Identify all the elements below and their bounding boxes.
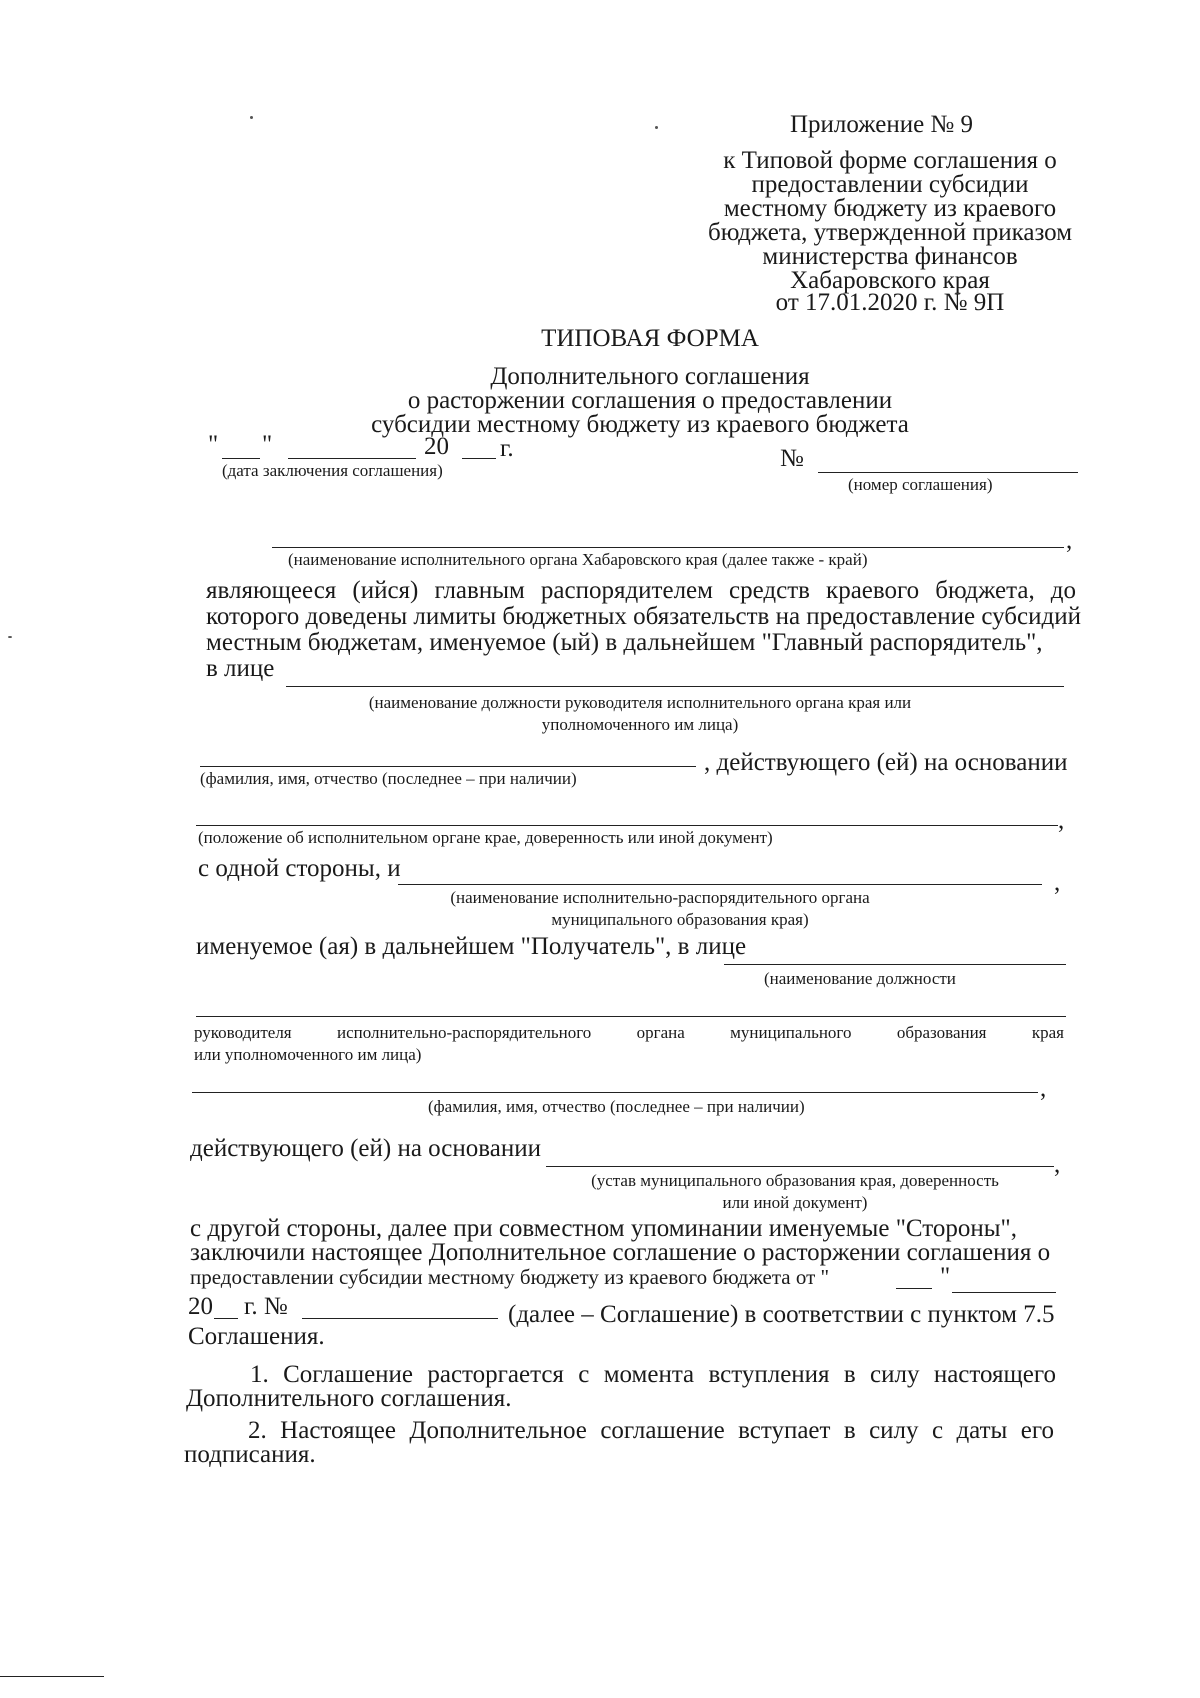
para2-year-suffix: г. № — [244, 1293, 288, 1320]
one-side-label: с одной стороны, и — [198, 855, 401, 882]
form-subtitle: о расторжении соглашения о предоставлении — [407, 387, 893, 414]
number-sign: № — [780, 445, 804, 472]
appendix-line: от 17.01.2020 г. № 9П — [775, 289, 1005, 316]
scan-speck — [8, 636, 12, 638]
form-title: ТИПОВАЯ ФОРМА — [541, 325, 759, 352]
appendix-line: Хабаровского края — [790, 267, 990, 294]
item-2-line: 2. Настоящее Дополнительное соглашение вступает в силу с даты его — [248, 1417, 1054, 1444]
position-caption2-start: (наименование должности — [764, 969, 956, 988]
year-blank — [462, 458, 496, 459]
fio2-caption: (фамилия, имя, отчество (последнее – при наличии) — [428, 1097, 805, 1116]
fio2-blank — [192, 1092, 1038, 1093]
charter-caption: или иной документ) — [722, 1193, 868, 1212]
fio-blank — [200, 766, 696, 767]
para2-year: 20 — [188, 1293, 213, 1320]
number-blank — [818, 472, 1078, 473]
paragraph-line: предоставлении субсидии местному бюджету из краевого бюджета от " — [190, 1265, 830, 1289]
scan-speck — [250, 116, 253, 119]
appendix-line: предоставлении субсидии — [751, 171, 1029, 198]
quote-open: " — [208, 431, 219, 458]
number-caption: (номер соглашения) — [848, 475, 993, 494]
regulation-caption: (положение об исполнительном органе крае, доверенность или иной документ) — [198, 828, 773, 847]
scan-speck — [655, 126, 658, 129]
in-person-label: в лице — [206, 655, 275, 682]
form-subtitle: Дополнительного соглашения — [490, 363, 810, 390]
form-subtitle: субсидии местному бюджету из краевого бюджета — [371, 411, 909, 438]
item-1-line: 1. Соглашение расторгается с момента вступления в силу настоящего — [250, 1361, 1056, 1388]
comma: , — [1054, 1151, 1061, 1178]
month-blank-2 — [952, 1292, 1056, 1293]
municipal-caption: муниципального образования края) — [551, 910, 809, 929]
position-caption: (наименование должности руководителя исполнительного органа края или — [368, 693, 912, 712]
organ-caption: (наименование исполнительного органа Хабаровского края (далее также - край) — [288, 550, 868, 569]
position-blank — [286, 686, 1064, 687]
year-suffix: г. — [500, 435, 514, 462]
quote-close: " — [262, 431, 273, 458]
month-blank — [288, 458, 416, 459]
appendix-title: Приложение № 9 — [790, 111, 974, 138]
appendix-line: бюджета, утвержденной приказом — [707, 219, 1073, 246]
item-1-line: Дополнительного соглашения. — [186, 1385, 512, 1412]
appendix-line: министерства финансов — [762, 243, 1018, 270]
paragraph-line: заключили настоящее Дополнительное соглашение о расторжении соглашения о — [190, 1239, 1051, 1266]
recipient-position-blank2 — [196, 1016, 1066, 1017]
charter-caption: (устав муниципального образования края, доверенность — [591, 1171, 999, 1190]
day-blank — [222, 458, 260, 459]
position-caption: уполномоченного им лица) — [541, 715, 739, 734]
paragraph-line: с другой стороны, далее при совместном упоминании именуемые "Стороны", — [190, 1215, 1017, 1242]
agreement-number-blank — [302, 1318, 498, 1319]
fio-caption: (фамилия, имя, отчество (последнее – при наличии) — [200, 769, 577, 788]
appendix-line: к Типовой форме соглашения о — [723, 147, 1057, 174]
charter-blank — [546, 1166, 1054, 1167]
item-2-line: подписания. — [184, 1441, 316, 1468]
comma: , — [1066, 527, 1073, 554]
recipient-position-blank — [724, 964, 1066, 965]
acting-on-basis: , действующего (ей) на основании — [704, 749, 1068, 776]
regulation-blank — [196, 825, 1058, 826]
year-blank-2 — [214, 1318, 238, 1319]
position-caption2-cont: или уполномоченного им лица) — [194, 1045, 422, 1064]
footnote-separator — [0, 1676, 104, 1677]
paragraph-line: являющееся (ийся) главным распорядителем средств краевого бюджета, до — [206, 577, 1076, 604]
comma: , — [1058, 807, 1065, 834]
day-blank-2 — [896, 1288, 932, 1289]
paragraph-line: которого доведены лимиты бюджетных обязательств на предоставление субсидий — [206, 603, 1081, 630]
paragraph-line: местным бюджетам, именуемое (ый) в дальнейшем "Главный распорядитель", — [206, 629, 1043, 656]
para2-last: Соглашения. — [188, 1323, 325, 1350]
quote-close-2: " — [940, 1263, 951, 1290]
municipal-caption: (наименование исполнительно-распорядительного органа — [450, 888, 870, 907]
para2-tail: (далее – Соглашение) в соответствии с пунктом 7.5 — [508, 1301, 1055, 1328]
appendix-line: местному бюджету из краевого — [723, 195, 1057, 222]
organ-blank — [272, 547, 1064, 548]
recipient-line: именуемое (ая) в дальнейшем "Получатель", в лице — [196, 933, 747, 960]
position-caption2-cont: руководителя исполнительно-распорядительного органа муниципального образования края — [194, 1023, 1064, 1042]
comma: , — [1040, 1075, 1047, 1102]
comma: , — [1054, 869, 1061, 896]
date-caption: (дата заключения соглашения) — [222, 461, 443, 480]
municipal-blank — [398, 884, 1042, 885]
acting-on-basis2: действующего (ей) на основании — [190, 1135, 541, 1162]
year-prefix: 20 — [424, 433, 449, 460]
